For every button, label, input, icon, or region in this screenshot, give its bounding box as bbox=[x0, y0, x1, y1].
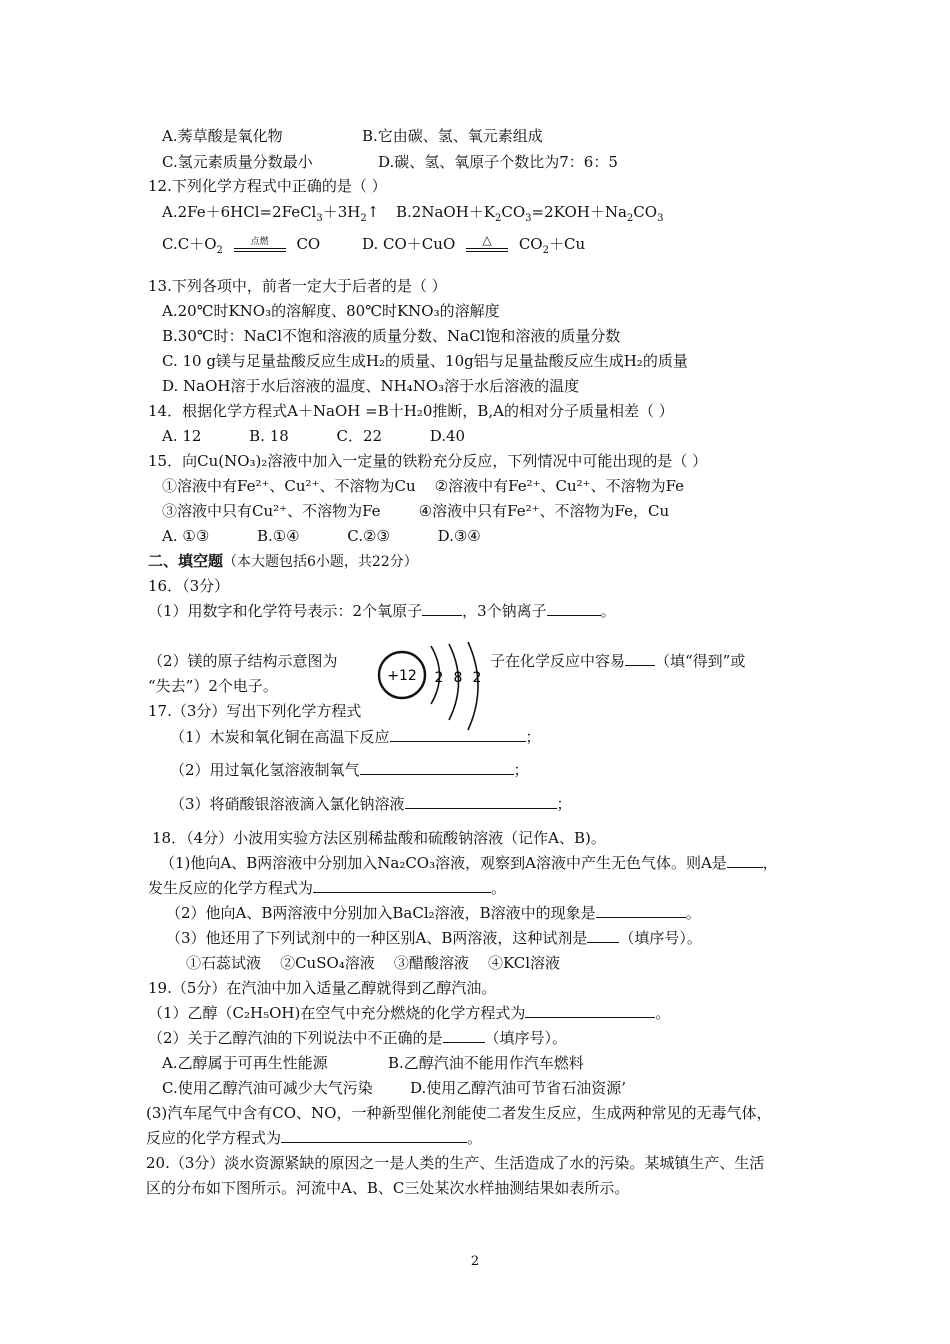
page-number: 2 bbox=[470, 1254, 480, 1269]
q18-line-4: （3）他还用了下列试剂中的一种区别A、B两溶液，这种试剂是 （填序号）。 bbox=[166, 929, 702, 947]
q11-option-b: B.它由碳、氢、氧元素组成 bbox=[362, 127, 543, 145]
shell-1-electrons: 2 bbox=[434, 670, 444, 686]
q13-option-b: B.30℃时：NaCl不饱和溶液的质量分数、NaCl饱和溶液的质量分数 bbox=[162, 327, 621, 345]
q13-stem: 13.下列各项中，前者一定大于后者的是（ ） bbox=[148, 277, 447, 295]
answer-blank[interactable] bbox=[422, 601, 462, 616]
q13-option-a: A.20℃时KNO₃的溶解度、80℃时KNO₃的溶解度 bbox=[162, 302, 500, 320]
answer-blank[interactable] bbox=[313, 878, 491, 893]
q19-option-c: C.使用乙醇汽油可减少大气污染 bbox=[162, 1079, 373, 1097]
shell-2-electrons: 8 bbox=[453, 670, 463, 686]
reaction-condition-ignite: 点燃 bbox=[232, 235, 288, 255]
q12-option-c: $C.C+O_2$ 点燃 CO bbox=[162, 235, 321, 256]
answer-blank[interactable] bbox=[587, 928, 619, 943]
electron-shell-arc-3 bbox=[468, 642, 478, 730]
q12-stem: 12.下列化学方程式中正确的是（ ） bbox=[148, 177, 387, 195]
q18-line-3: （2）他向A、B两溶液中分别加入BaCl₂溶液，B溶液中的现象是 。 bbox=[166, 904, 701, 922]
q19-line-1: （1）乙醇（C₂H₅OH)在空气中充分燃烧的化学方程式为 。 bbox=[148, 1004, 671, 1022]
q19-heading: 19.（5分）在汽油中加入适量乙醇就得到乙醇汽油。 bbox=[148, 979, 497, 997]
answer-blank[interactable] bbox=[443, 1028, 485, 1043]
q15-stem: 15．向Cu(NO₃)₂溶液中加入一定量的铁粉充分反应，下列情况中可能出现的是（ ） bbox=[148, 452, 708, 470]
q11-option-c: C.氢元素质量分数最小 bbox=[162, 153, 313, 171]
q17-line-1: （1）木炭和氧化铜在高温下反应 ； bbox=[170, 728, 541, 746]
q19-line-2: （2）关于乙醇汽油的下列说法中不正确的是 （填序号）。 bbox=[148, 1029, 568, 1047]
q18-line-1: （1)他向A、B两溶液中分别加入Na₂CO₃溶液，观察到A溶液中产生无色气体。则A是 ， bbox=[160, 854, 778, 872]
q18-heading: 18．（4分）小波用实验方法区别稀盐酸和硫酸钠溶液（记作A、B)。 bbox=[152, 829, 606, 847]
q14-stem: 14．根据化学方程式A＋NaOH =B十H₂0推断，B,A的相对分子质量相差（ ） bbox=[148, 402, 674, 420]
q12-option-d: D. CO＋CuO △ $CO_2+Cu$ bbox=[362, 233, 586, 256]
q19-line-4: 反应的化学方程式为 。 bbox=[146, 1129, 483, 1147]
answer-blank[interactable] bbox=[405, 794, 557, 809]
q15-case-line-2: ③溶液中只有Cu²⁺、不溶物为Fe ④溶液中只有Fe²⁺、不溶物为Fe，Cu bbox=[162, 502, 670, 520]
q16-line-2b: 子在化学反应中容易 （填“得到”或 bbox=[490, 652, 746, 670]
q14-options: A. 12 B. 18 C．22 D.40 bbox=[162, 427, 466, 445]
q19-option-a: A.乙醇属于可再生性能源 bbox=[162, 1054, 328, 1072]
q16-line-3: “失去”）2个电子。 bbox=[148, 677, 278, 695]
q17-line-2: （2）用过氧化氢溶液制氧气 ； bbox=[170, 761, 529, 779]
q20-line-1: 20.（3分）淡水资源紧缺的原因之一是人类的生产、生活造成了水的污染。某城镇生产、生活 bbox=[146, 1154, 765, 1172]
q16-line-1: （1）用数字和化学符号表示：2个氧原子 ，3个钠离子 。 bbox=[148, 602, 616, 620]
q17-heading: 17.（3分）写出下列化学方程式 bbox=[148, 702, 362, 720]
q13-option-c: C. 10 g镁与足量盐酸反应生成H₂的质量、10g铝与足量盐酸反应生成H₂的质量 bbox=[162, 352, 688, 370]
section-heading: 二、填空题（本大题包括6小题，共22分） bbox=[148, 552, 418, 570]
q15-options: A. ①③ B.①④ C.②③ D.③④ bbox=[162, 527, 481, 545]
q20-line-2: 区的分布如下图所示。河流中A、B、C三处某次水样抽测结果如表所示。 bbox=[146, 1179, 630, 1197]
q18-line-2: 发生反应的化学方程式为 。 bbox=[148, 879, 507, 897]
answer-blank[interactable] bbox=[390, 727, 526, 742]
q18-reagent-options: ①石蕊试液 ②CuSO₄溶液 ③醋酸溶液 ④KCl溶液 bbox=[186, 954, 561, 972]
q19-option-b: B.乙醇汽油不能用作汽车燃料 bbox=[388, 1054, 584, 1072]
q13-option-d: D. NaOH溶于水后溶液的温度、NH₄NO₃溶于水后溶液的温度 bbox=[162, 377, 580, 395]
nucleus-charge: +12 bbox=[387, 668, 417, 684]
q12-option-b: $B.2NaOH+K_2CO_3=2KOH+Na_2CO_3$ bbox=[396, 203, 664, 224]
answer-blank[interactable] bbox=[727, 853, 763, 868]
q12-option-a: $A.2Fe+6HCl=2FeCl_3+3H_2↑$ bbox=[162, 203, 380, 224]
answer-blank[interactable] bbox=[525, 1003, 655, 1018]
q17-line-3: （3）将硝酸银溶液滴入氯化钠溶液 ； bbox=[170, 795, 572, 813]
answer-blank[interactable] bbox=[547, 601, 601, 616]
reaction-condition-heat: △ bbox=[464, 235, 510, 255]
q15-case-line-1: ①溶液中有Fe²⁺、Cu²⁺、不溶物为Cu ②溶液中有Fe²⁺、Cu²⁺、不溶物为Fe bbox=[162, 477, 685, 495]
q19-option-d: D.使用乙醇汽油可节省石油资源’ bbox=[410, 1079, 627, 1097]
q11-option-d: D.碳、氢、氧原子个数比为7：6：5 bbox=[378, 153, 618, 171]
q16-line-2a: （2）镁的原子结构示意图为 bbox=[148, 652, 338, 670]
answer-blank[interactable] bbox=[281, 1128, 467, 1143]
magnesium-atom-structure-diagram bbox=[376, 642, 488, 732]
answer-blank[interactable] bbox=[596, 903, 686, 918]
answer-blank[interactable] bbox=[360, 760, 514, 775]
q11-option-a: A.莠草酸是氧化物 bbox=[162, 127, 283, 145]
answer-blank[interactable] bbox=[625, 651, 655, 666]
shell-3-electrons: 2 bbox=[472, 670, 482, 686]
q19-line-3: (3)汽车尾气中含有CO、NO，一种新型催化剂能使二者发生反应，生成两种常见的无毒气体， bbox=[146, 1104, 772, 1122]
q16-heading: 16．（3分） bbox=[148, 577, 230, 595]
